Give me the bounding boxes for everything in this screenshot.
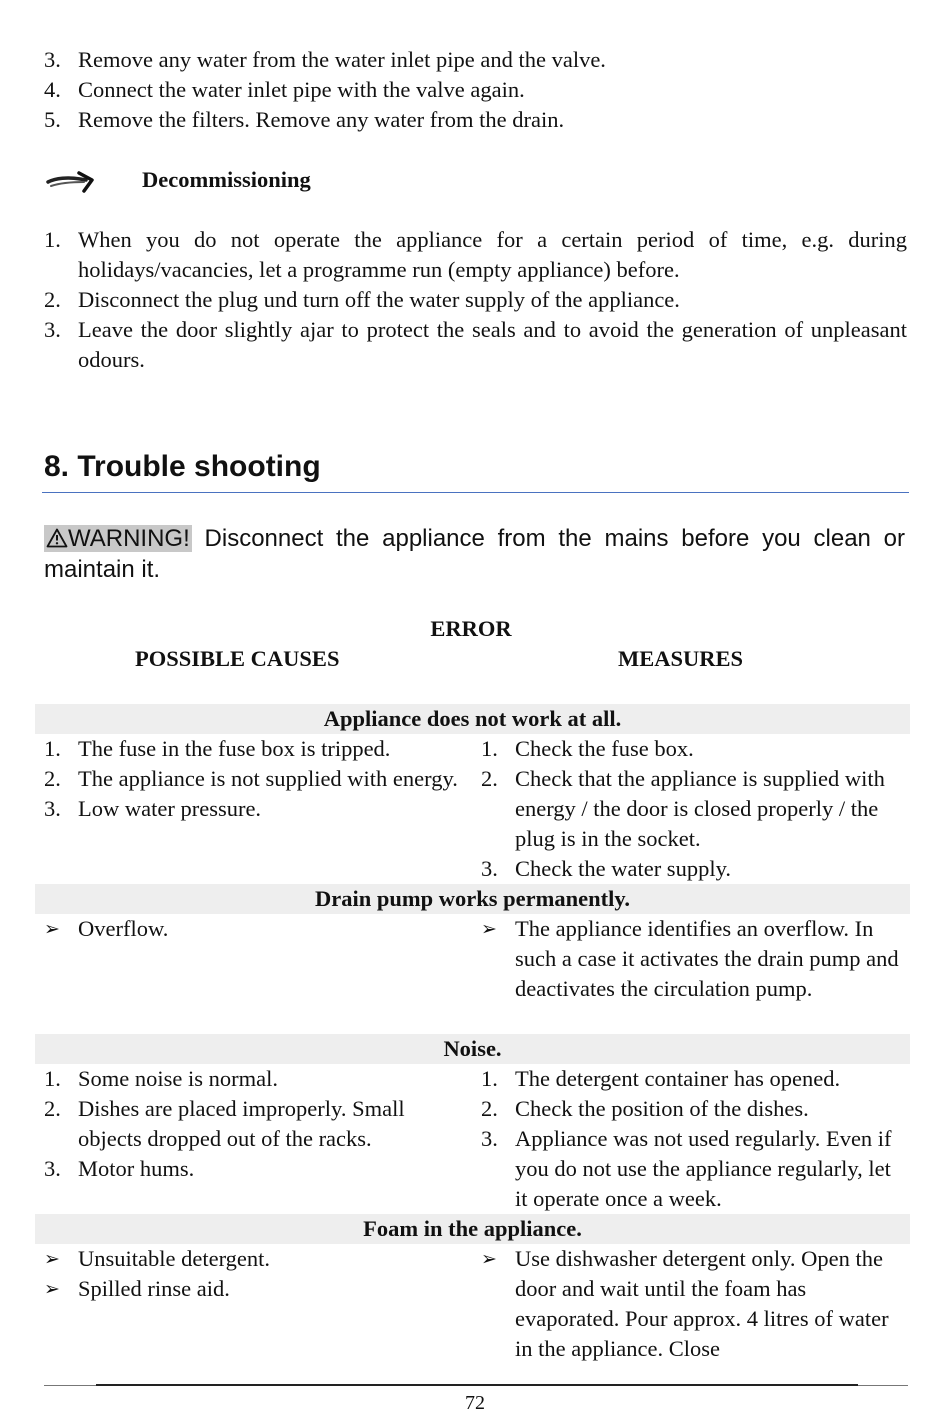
arrow-bullet-icon: ➢ xyxy=(44,1278,60,1300)
measure-item xyxy=(481,914,907,1004)
measures-column xyxy=(481,1064,907,1214)
list-item xyxy=(44,225,907,285)
cause-item xyxy=(44,794,464,824)
measures-column xyxy=(481,1244,907,1364)
arrow-bullet-icon: ➢ xyxy=(44,918,60,940)
causes-column xyxy=(44,914,464,944)
table-row xyxy=(35,734,910,884)
cause-text: The fuse in the fuse box is tripped. xyxy=(78,736,391,761)
causes-column xyxy=(44,734,464,824)
list-number: 5. xyxy=(44,107,61,132)
list-number: 4. xyxy=(44,77,61,102)
measure-item xyxy=(481,1244,907,1364)
list-number: 3. xyxy=(44,317,61,342)
item-marker: 3. xyxy=(481,1126,498,1151)
measure-text: Use dishwasher detergent only. Open the door and wait until the foam has evaporated. Pour approx. 4 litres of water in the appliance. Close xyxy=(515,1246,889,1361)
warning-text: Disconnect the appliance from the mains before you clean or maintain it. xyxy=(44,525,905,583)
measures-column xyxy=(481,734,907,884)
error-category-row xyxy=(35,1214,910,1244)
cause-text: The appliance is not supplied with energy. xyxy=(78,766,458,791)
warning-notice xyxy=(44,523,905,585)
decommissioning-title: Decommissioning xyxy=(142,167,311,192)
measure-item xyxy=(481,854,907,884)
cause-text: Some noise is normal. xyxy=(78,1066,278,1091)
cause-item xyxy=(44,1064,464,1094)
decommissioning-list xyxy=(44,225,907,375)
measure-text: Appliance was not used regularly. Even if you do not use the appliance regularly, let it operate once a week. xyxy=(515,1126,892,1211)
table-row xyxy=(35,1244,910,1368)
error-title: Appliance does not work at all. xyxy=(323,706,622,731)
list-item xyxy=(44,45,910,75)
error-category-row xyxy=(35,884,910,914)
cause-item xyxy=(44,734,464,764)
item-marker: 2. xyxy=(44,766,61,791)
item-marker: 3. xyxy=(44,1156,61,1181)
cause-text: Low water pressure. xyxy=(78,796,262,821)
decommissioning-heading xyxy=(44,165,910,195)
footer-divider-accent xyxy=(96,1384,858,1386)
cause-item xyxy=(44,1094,464,1154)
error-title: Foam in the appliance. xyxy=(363,1216,582,1241)
measure-item xyxy=(481,734,907,764)
cause-item xyxy=(44,1274,464,1304)
warning-triangle-icon xyxy=(46,528,68,548)
section-divider xyxy=(42,492,909,493)
item-marker: 1. xyxy=(44,736,61,761)
measure-text: The detergent container has opened. xyxy=(515,1066,841,1091)
measure-item xyxy=(481,1124,907,1214)
measure-text: Check the fuse box. xyxy=(515,736,694,761)
measures-column xyxy=(481,914,907,1004)
cause-item xyxy=(44,1244,464,1274)
hand-arrow-icon xyxy=(46,167,98,199)
item-marker: 2. xyxy=(481,766,498,791)
page-number: 72 xyxy=(465,1392,485,1414)
cleaning-steps-list xyxy=(44,45,910,135)
header-error: ERROR xyxy=(430,616,512,641)
list-item-text: Leave the door slightly ajar to protect the seals and to avoid the generation of unpleasant odours. xyxy=(78,317,907,372)
measure-text: The appliance identifies an overflow. In such a case it activates the drain pump and deactivates the circulation pump. xyxy=(515,916,899,1001)
cause-text: Dishes are placed improperly. Small objects dropped out of the racks. xyxy=(78,1096,405,1151)
table-row xyxy=(35,914,910,1034)
header-measures: MEASURES xyxy=(618,646,744,671)
cause-item xyxy=(44,764,464,794)
measure-text: Check the position of the dishes. xyxy=(515,1096,809,1121)
warning-label-text: WARNING! xyxy=(68,525,190,552)
measure-item xyxy=(481,1064,907,1094)
list-item-text: When you do not operate the appliance for a certain period of time, e.g. during holidays/vacancies, let a programme run (empty appliance) before. xyxy=(78,227,907,282)
troubleshooting-table xyxy=(35,704,910,1368)
arrow-bullet-icon: ➢ xyxy=(481,918,497,940)
list-number: 1. xyxy=(44,227,61,252)
item-marker: 1. xyxy=(481,736,498,761)
error-category-row xyxy=(35,1034,910,1064)
item-marker: 3. xyxy=(481,856,498,881)
cause-text: Motor hums. xyxy=(78,1156,195,1181)
arrow-bullet-icon: ➢ xyxy=(481,1248,497,1270)
table-row xyxy=(35,1064,910,1214)
causes-column xyxy=(44,1064,464,1184)
list-item xyxy=(44,105,910,135)
list-item-text: Remove any water from the water inlet pipe and the valve. xyxy=(78,47,606,72)
list-item-text: Remove the filters. Remove any water from the drain. xyxy=(78,107,565,132)
list-item xyxy=(44,285,907,315)
measure-text: Check the water supply. xyxy=(515,856,731,881)
error-category-row xyxy=(35,704,910,734)
item-marker: 1. xyxy=(481,1066,498,1091)
cause-text: Overflow. xyxy=(78,916,169,941)
error-title: Drain pump works permanently. xyxy=(314,886,631,911)
cause-item xyxy=(44,914,464,944)
measure-item xyxy=(481,764,907,854)
item-marker: 1. xyxy=(44,1066,61,1091)
list-number: 3. xyxy=(44,47,61,72)
measure-item xyxy=(481,1094,907,1124)
list-item-text: Connect the water inlet pipe with the valve again. xyxy=(78,77,525,102)
item-marker: 2. xyxy=(44,1096,61,1121)
arrow-bullet-icon: ➢ xyxy=(44,1248,60,1270)
list-number: 2. xyxy=(44,287,61,312)
cause-item xyxy=(44,1154,464,1184)
list-item-text: Disconnect the plug und turn off the water supply of the appliance. xyxy=(78,287,680,312)
cause-text: Unsuitable detergent. xyxy=(78,1246,271,1271)
header-possible-causes: POSSIBLE CAUSES xyxy=(135,646,340,671)
section-title: 8. Trouble shooting xyxy=(44,450,321,483)
list-item xyxy=(44,75,910,105)
item-marker: 2. xyxy=(481,1096,498,1121)
measure-text: Check that the appliance is supplied with energy / the door is closed properly / the plug is in the socket. xyxy=(515,766,885,851)
list-item xyxy=(44,315,907,375)
cause-text: Spilled rinse aid. xyxy=(78,1276,230,1301)
item-marker: 3. xyxy=(44,796,61,821)
causes-column xyxy=(44,1244,464,1304)
error-title: Noise. xyxy=(443,1036,502,1061)
warning-label xyxy=(44,525,192,552)
